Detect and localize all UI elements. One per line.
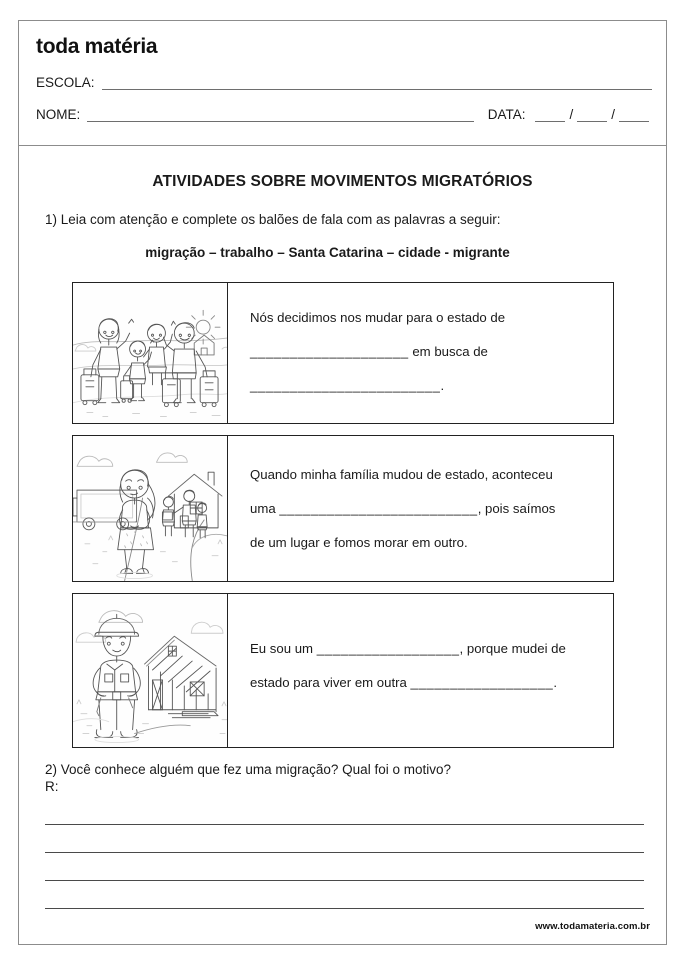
worksheet-header <box>19 21 666 146</box>
question-2-text: 2) Você conhece alguém que fez uma migração? Qual foi o motivo? <box>45 762 451 777</box>
answer-line-2[interactable] <box>45 825 644 853</box>
page-title: ATIVIDADES SOBRE MOVIMENTOS MIGRATÓRIOS <box>152 173 533 190</box>
escola-label: ESCOLA: <box>36 75 95 90</box>
data-field-group <box>474 107 652 122</box>
footer-website-url: www.todamateria.com.br <box>535 921 650 932</box>
exercise-3-text <box>228 594 613 747</box>
exercise-2-line-3: de um lugar e fomos morar em outro. <box>250 535 468 550</box>
exercise-2-line-2: uma _________________________, pois saímos <box>250 501 556 516</box>
nome-input-line[interactable] <box>87 109 473 122</box>
data-slash-1: / <box>569 107 574 122</box>
exercise-1-line-1: Nós decidimos nos mudar para o estado de <box>250 310 506 325</box>
escola-input-line[interactable] <box>102 77 652 90</box>
escola-field-row <box>36 75 652 90</box>
nome-label: NOME: <box>36 107 81 122</box>
exercise-1-text <box>228 283 613 423</box>
answer-line-4[interactable] <box>45 881 644 909</box>
exercise-3-blank-2[interactable]: __________________ <box>410 675 554 690</box>
exercise-1-blank-2[interactable]: ________________________ <box>250 378 441 393</box>
family-with-suitcases-illustration <box>73 283 228 423</box>
exercise-box-1 <box>72 282 614 424</box>
question-1-text: 1) Leia com atenção e complete os balões de fala com as palavras a seguir: <box>45 212 501 227</box>
exercise-box-list <box>19 282 666 748</box>
exercise-2-text <box>228 436 613 581</box>
girl-with-moving-truck-illustration <box>73 436 228 581</box>
exercise-1-blank-1[interactable]: ____________________ <box>250 344 409 359</box>
exercise-3-line-1: Eu sou um __________________, porque mudei de <box>250 641 566 656</box>
worksheet-content <box>19 173 666 909</box>
exercise-box-3 <box>72 593 614 748</box>
data-day-input[interactable] <box>535 110 565 122</box>
data-slash-2: / <box>611 107 615 122</box>
exercise-2-line-1: Quando minha família mudou de estado, aconteceu <box>250 467 553 482</box>
answer-lines-group <box>19 797 666 909</box>
worksheet-page <box>18 20 667 945</box>
brand-logo: toda matéria <box>36 35 158 58</box>
word-bank: migração – trabalho – Santa Catarina – cidade - migrante <box>145 245 510 260</box>
answer-prefix-label: R: <box>45 779 59 794</box>
data-year-input[interactable] <box>619 110 649 122</box>
exercise-2-blank-1[interactable]: _________________________ <box>279 501 478 516</box>
exercise-box-2 <box>72 435 614 582</box>
data-month-input[interactable] <box>577 110 607 122</box>
exercise-1-line-3: ________________________. <box>250 378 445 393</box>
exercise-3-line-2: estado para viver em outra __________________. <box>250 675 558 690</box>
exercise-1-line-2: ____________________ em busca de <box>250 344 488 359</box>
construction-worker-house-illustration <box>73 594 228 747</box>
nome-field-row <box>36 107 652 122</box>
exercise-3-blank-1[interactable]: __________________ <box>316 641 460 656</box>
answer-line-1[interactable] <box>45 797 644 825</box>
answer-line-3[interactable] <box>45 853 644 881</box>
data-label: DATA: <box>487 107 526 122</box>
